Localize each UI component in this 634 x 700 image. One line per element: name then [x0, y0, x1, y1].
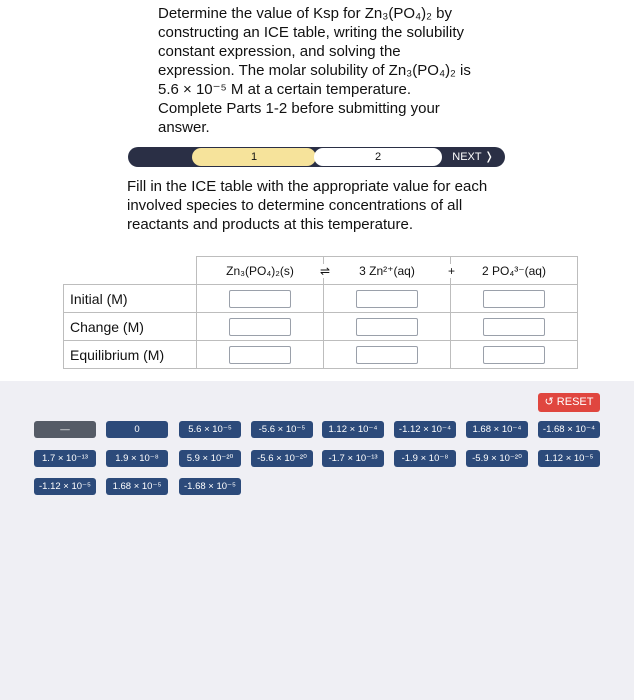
answer-tile[interactable]: 1.12 × 10⁻⁵: [538, 450, 600, 467]
drop-slot-equilibrium-po4[interactable]: [483, 346, 545, 364]
instructions: [127, 177, 507, 234]
question-line: 5.6 × 10⁻⁵ M at a certain temperature.: [158, 81, 412, 98]
step-1-indicator[interactable]: 1: [192, 148, 316, 166]
species-label: 2 PO₄³⁻(aq): [482, 263, 546, 278]
drop-slot-equilibrium-zn3po42[interactable]: [229, 346, 291, 364]
instruction-line: involved species to determine concentrations of all: [127, 197, 463, 214]
drop-slot-change-zn[interactable]: [356, 318, 418, 336]
drop-slot-initial-zn[interactable]: [356, 290, 418, 308]
step-2-indicator[interactable]: 2: [314, 148, 442, 166]
question-line: answer.: [158, 119, 210, 136]
answer-tile[interactable]: 1.12 × 10⁻⁴: [322, 421, 384, 438]
answer-tile[interactable]: 0: [106, 421, 168, 438]
instruction-line: reactants and products at this temperature.: [127, 216, 413, 233]
species-label: Zn₃(PO₄)₂(s): [226, 263, 294, 278]
question-line: constructing an ICE table, writing the solubility: [158, 24, 464, 41]
row-label-change: Change (M): [64, 313, 197, 341]
drop-slot-change-po4[interactable]: [483, 318, 545, 336]
answer-tile[interactable]: —: [34, 421, 96, 438]
ice-table: [63, 256, 578, 369]
answer-tile[interactable]: -1.68 × 10⁻⁵: [179, 478, 241, 495]
drop-slot-initial-zn3po42[interactable]: [229, 290, 291, 308]
answer-tile[interactable]: 1.9 × 10⁻⁸: [106, 450, 168, 467]
row-label-equilibrium: Equilibrium (M): [64, 341, 197, 369]
answer-tile[interactable]: -1.68 × 10⁻⁴: [538, 421, 600, 438]
answer-tile[interactable]: 1.7 × 10⁻¹³: [34, 450, 96, 467]
question-text: [158, 4, 488, 137]
next-button[interactable]: NEXT ❭: [452, 151, 494, 163]
table-row-change: [64, 313, 578, 341]
table-row-initial: [64, 285, 578, 313]
drop-slot-change-zn3po42[interactable]: [229, 318, 291, 336]
answer-tile[interactable]: 5.6 × 10⁻⁵: [179, 421, 241, 438]
instruction-line: Fill in the ICE table with the appropriate value for each: [127, 178, 488, 195]
answer-tile[interactable]: 5.9 × 10⁻²⁰: [179, 450, 241, 467]
answer-tile[interactable]: -1.7 × 10⁻¹³: [322, 450, 384, 467]
species-label: 3 Zn²⁺(aq): [359, 263, 415, 278]
question-line: expression. The molar solubility of Zn₃(PO₄)₂ is: [158, 62, 471, 79]
row-label-initial: Initial (M): [64, 285, 197, 313]
answer-tile[interactable]: -5.6 × 10⁻²⁰: [251, 450, 313, 467]
reset-label: RESET: [556, 396, 594, 408]
question-line: Determine the value of Ksp for Zn₃(PO₄)₂ by: [158, 5, 453, 22]
question-line: Complete Parts 1-2 before submitting your: [158, 100, 440, 117]
plus-sign: +: [447, 264, 455, 278]
answer-tile[interactable]: -1.9 × 10⁻⁸: [394, 450, 456, 467]
answer-tile[interactable]: -1.12 × 10⁻⁴: [394, 421, 456, 438]
species-header-po4: [451, 257, 578, 285]
species-header-zn: [324, 257, 455, 285]
answer-tile[interactable]: 1.68 × 10⁻⁴: [466, 421, 528, 438]
answer-tile[interactable]: -1.12 × 10⁻⁵: [34, 478, 96, 495]
equilibrium-arrow-icon: ⇌: [319, 264, 330, 278]
step-progress-bar: [128, 147, 505, 167]
question-line: constant expression, and solving the: [158, 43, 401, 60]
answer-tile[interactable]: 1.68 × 10⁻⁵: [106, 478, 168, 495]
answer-tile[interactable]: -5.9 × 10⁻²⁰: [466, 450, 528, 467]
reset-button[interactable]: [538, 393, 600, 412]
table-row-equilibrium: [64, 341, 578, 369]
drop-slot-initial-po4[interactable]: [483, 290, 545, 308]
species-header-zn3po42: [197, 257, 330, 285]
drop-slot-equilibrium-zn[interactable]: [356, 346, 418, 364]
answer-tile[interactable]: -5.6 × 10⁻⁵: [251, 421, 313, 438]
reset-icon: ↺: [544, 396, 554, 408]
